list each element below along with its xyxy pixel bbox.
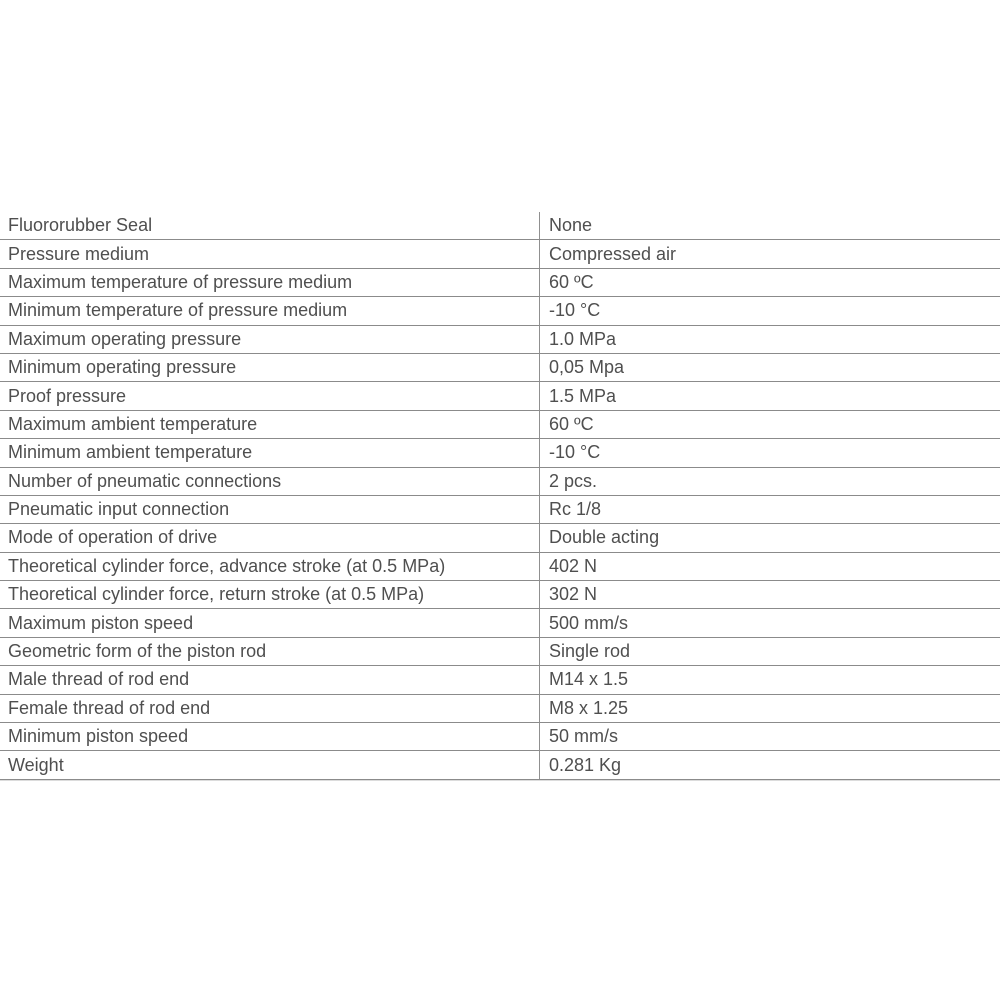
- table-row: [0, 524, 1000, 552]
- table-row: [0, 468, 1000, 496]
- spec-label-cell: Geometric form of the piston rod: [0, 638, 540, 665]
- spec-label-cell: Fluororubber Seal: [0, 212, 540, 239]
- spec-value-cell: Rc 1/8: [549, 499, 602, 520]
- spec-label-cell: Female thread of rod end: [0, 695, 540, 722]
- spec-value-cell: 2 pcs.: [549, 470, 598, 491]
- table-row: [0, 638, 1000, 666]
- spec-label-cell: Proof pressure: [0, 382, 540, 409]
- spec-label-cell: Minimum ambient temperature: [0, 439, 540, 466]
- spec-value-cell: 302 N: [549, 584, 598, 605]
- spec-label-cell: Mode of operation of drive: [0, 524, 540, 551]
- spec-value-cell: Single rod: [549, 641, 631, 662]
- spec-value-cell: 0.281 Kg: [549, 754, 622, 775]
- spec-value-cell: -10 °C: [549, 300, 601, 321]
- spec-label-cell: Number of pneumatic connections: [0, 468, 540, 495]
- table-row: [0, 382, 1000, 410]
- spec-label-cell: Maximum ambient temperature: [0, 411, 540, 438]
- table-row: [0, 609, 1000, 637]
- table-row: [0, 695, 1000, 723]
- spec-value-cell: 500 mm/s: [549, 612, 629, 633]
- spec-table: [0, 212, 1000, 780]
- spec-value-cell: 1.0 MPa: [549, 328, 617, 349]
- spec-label-cell: Theoretical cylinder force, return stroke (at 0.5 MPa): [0, 581, 540, 608]
- spec-label-cell: Pressure medium: [0, 240, 540, 267]
- table-row: [0, 553, 1000, 581]
- spec-value-cell: 1.5 MPa: [549, 385, 617, 406]
- spec-label-cell: Minimum operating pressure: [0, 354, 540, 381]
- table-row: [0, 212, 1000, 240]
- spec-value-cell: Double acting: [549, 527, 660, 548]
- spec-value-cell: 402 N: [549, 555, 598, 576]
- spec-value-cell: M14 x 1.5: [549, 669, 629, 690]
- spec-label-cell: Theoretical cylinder force, advance stroke (at 0.5 MPa): [0, 553, 540, 580]
- spec-label-cell: Minimum piston speed: [0, 723, 540, 750]
- spec-label-cell: Maximum temperature of pressure medium: [0, 269, 540, 296]
- spec-label-cell: Minimum temperature of pressure medium: [0, 297, 540, 324]
- spec-value-cell: Compressed air: [549, 243, 677, 264]
- table-row: [0, 354, 1000, 382]
- table-row: [0, 666, 1000, 694]
- spec-value-cell: None: [549, 215, 593, 236]
- table-row: [0, 240, 1000, 268]
- spec-value-cell: 0,05 Mpa: [549, 357, 625, 378]
- spec-value-cell: 50 mm/s: [549, 726, 619, 747]
- spec-label-cell: Maximum operating pressure: [0, 326, 540, 353]
- spec-value-cell: 60 ºC: [549, 271, 594, 292]
- table-row: [0, 411, 1000, 439]
- spec-value-cell: 60 ºC: [549, 413, 594, 434]
- spec-label-cell: Weight: [0, 751, 540, 778]
- spec-label-cell: Male thread of rod end: [0, 666, 540, 693]
- spec-label-cell: Maximum piston speed: [0, 609, 540, 636]
- table-row: [0, 581, 1000, 609]
- table-row: [0, 496, 1000, 524]
- table-row: [0, 326, 1000, 354]
- spec-label-cell: Pneumatic input connection: [0, 496, 540, 523]
- spec-value-cell: -10 °C: [549, 442, 601, 463]
- table-row: [0, 269, 1000, 297]
- table-row: [0, 297, 1000, 325]
- spec-value-cell: M8 x 1.25: [549, 697, 629, 718]
- table-row: [0, 439, 1000, 467]
- table-row: [0, 751, 1000, 779]
- table-row: [0, 723, 1000, 751]
